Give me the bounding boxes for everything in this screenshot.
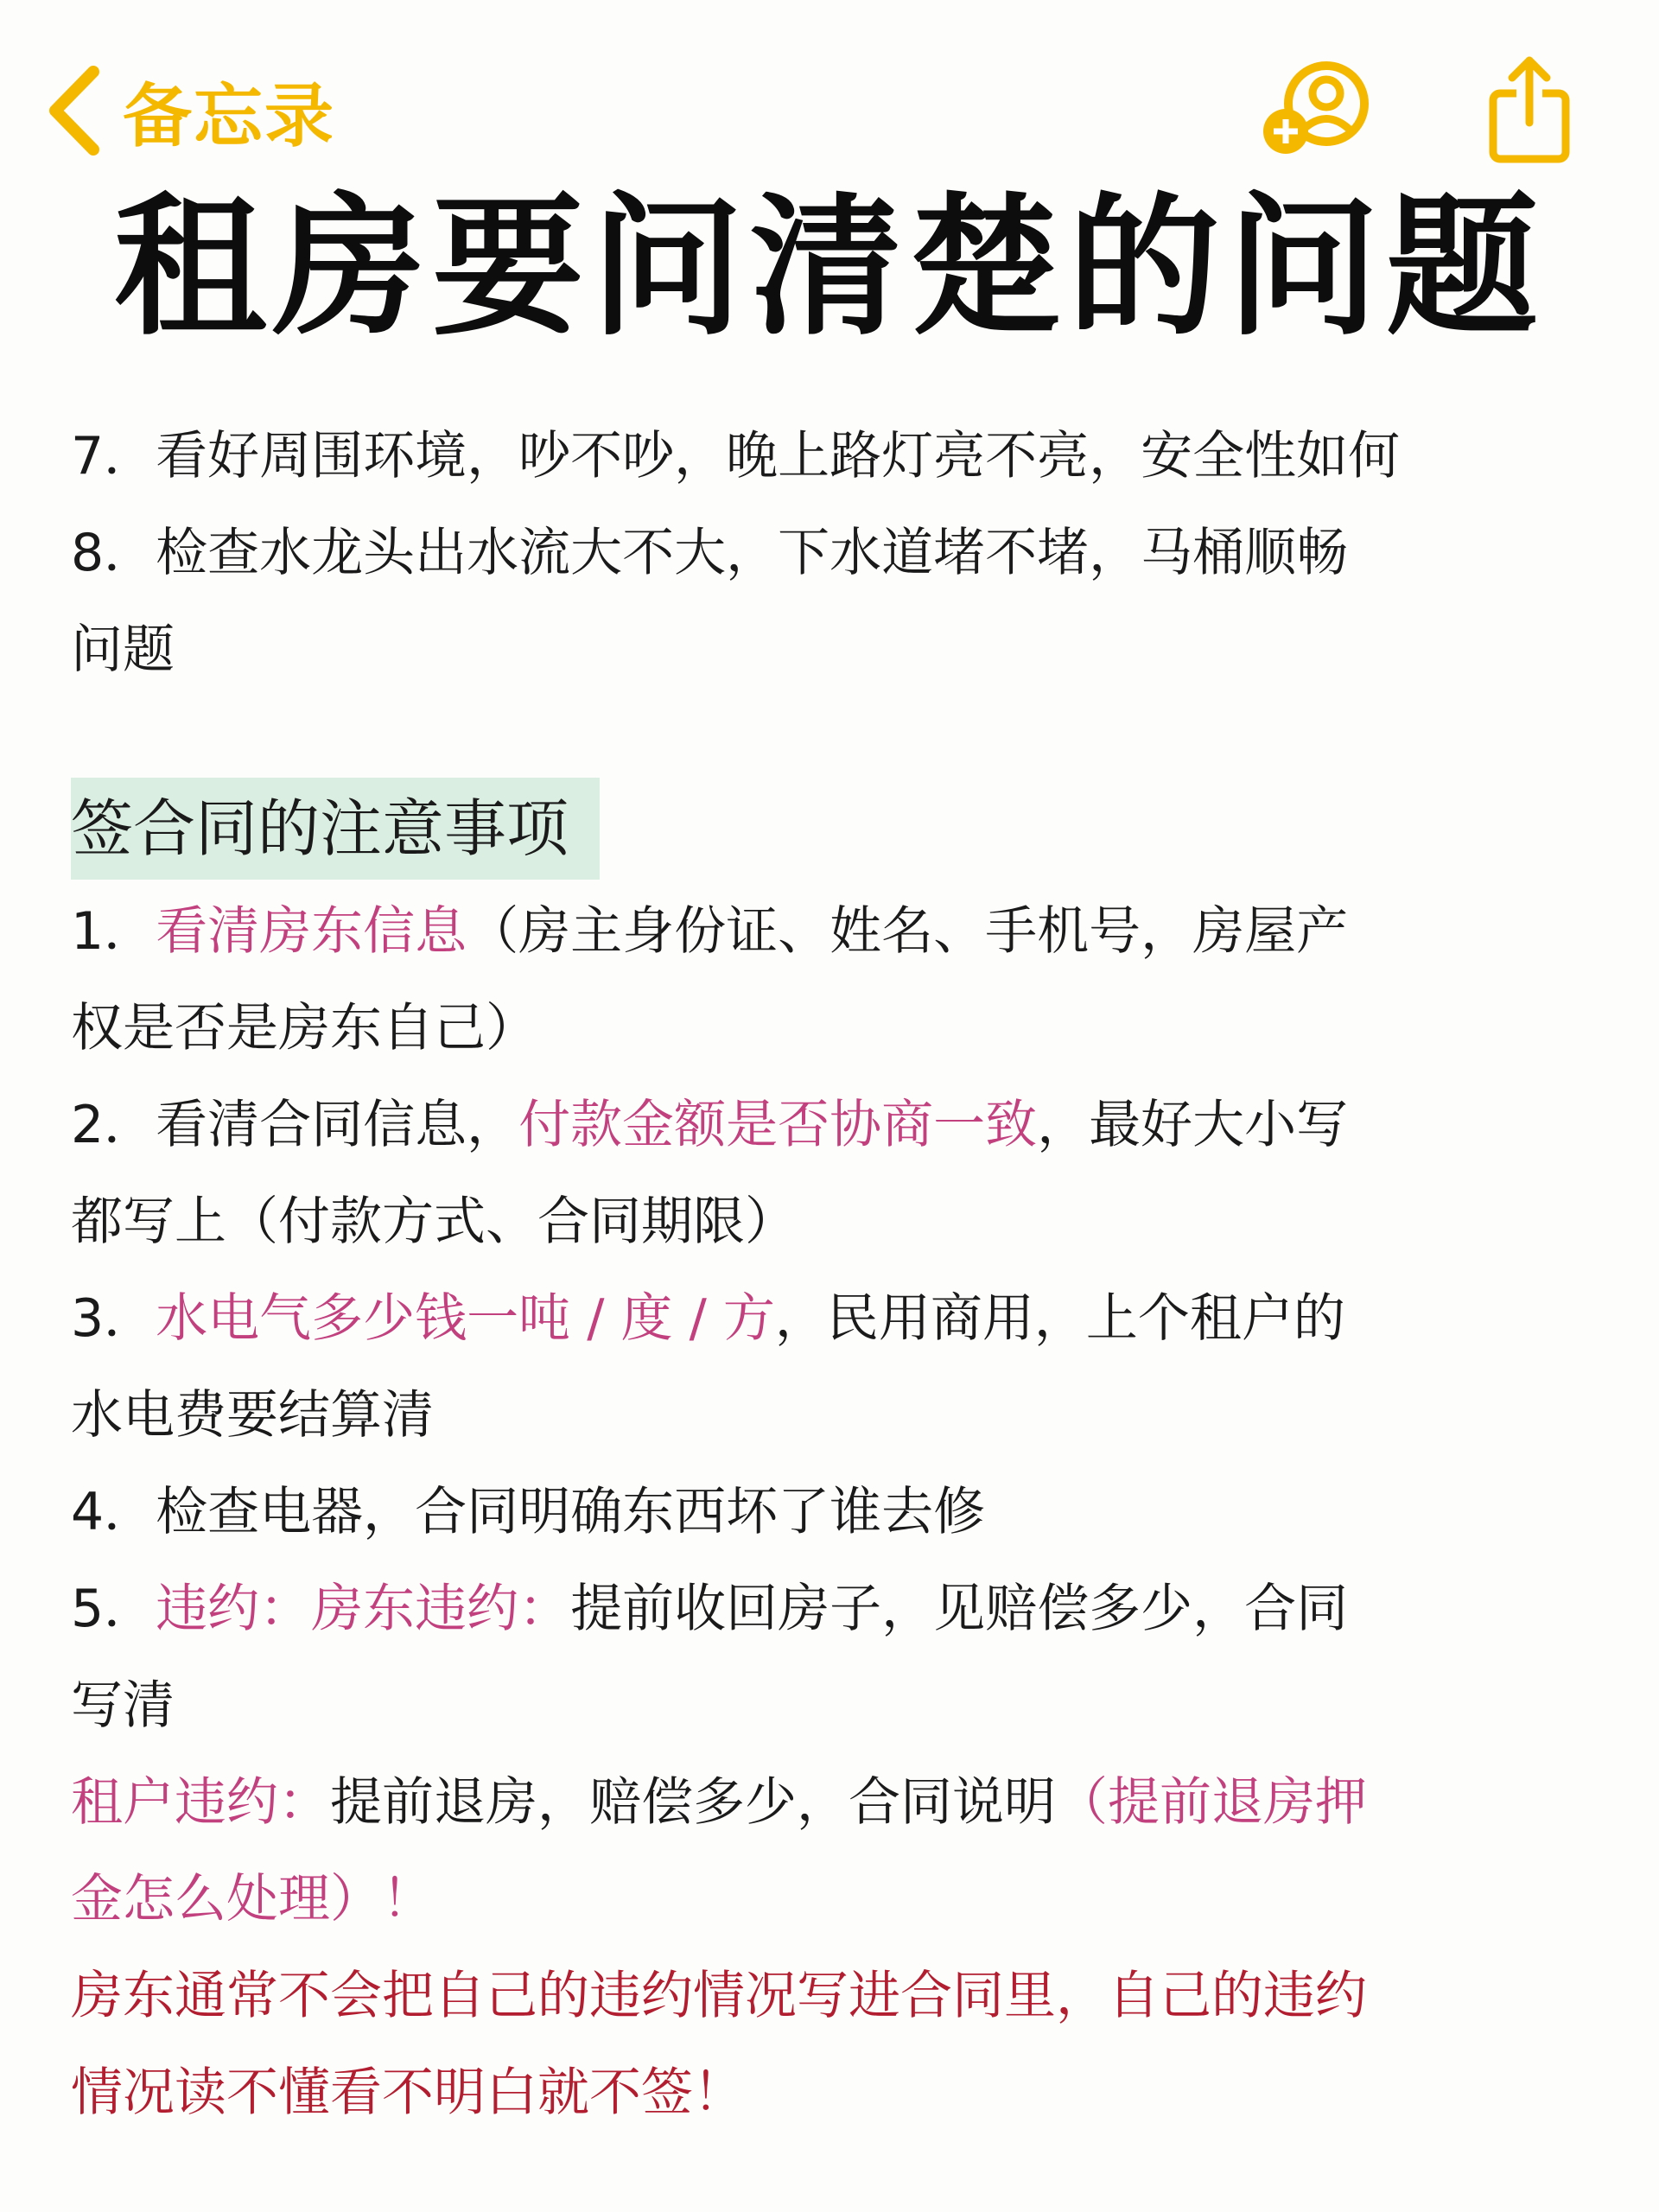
- item-text: ，民用商用，上个租户的: [774, 1288, 1345, 1349]
- chevron-left-icon: [43, 63, 105, 158]
- highlight-text: 付款金额是否协商一致: [518, 1095, 1038, 1155]
- list-item-7: 7．看好周围环境，吵不吵，晚上路灯亮不亮，安全性如何: [71, 426, 1401, 486]
- item-text: ，最好大小写: [1037, 1095, 1349, 1155]
- contract-item-1: [71, 883, 1505, 980]
- list-item-8-continued: 问题: [71, 620, 175, 680]
- highlight-text: 租户违约：: [71, 1772, 330, 1833]
- list-item-8: 8．检查水龙头出水流大不大，下水道堵不堵，马桶顺畅: [71, 523, 1349, 583]
- back-button[interactable]: [43, 60, 335, 160]
- contract-item-3: [71, 1270, 1505, 1367]
- share-icon[interactable]: [1486, 54, 1573, 164]
- contract-item-4: 4．检查电器，合同明确东西坏了谁去修: [71, 1482, 986, 1542]
- highlight-text: （提前退房押: [1056, 1772, 1367, 1833]
- item-text: 提前退房，赔偿多少，合同说明: [330, 1772, 1056, 1833]
- warning-text-continued: 情况读不懂看不明白就不签！: [71, 2063, 745, 2123]
- note-body[interactable]: [71, 408, 1505, 2141]
- section-heading: 签合同的注意事项: [71, 778, 600, 880]
- item-number: 5．: [71, 1579, 156, 1639]
- contract-item-1-continued: 权是否是房东自己）: [71, 998, 537, 1058]
- back-label: 备忘录: [123, 76, 335, 156]
- warning-text: 房东通常不会把自己的违约情况写进合同里，自己的违约: [71, 1966, 1367, 2026]
- contract-item-2-continued: 都写上（付款方式、合同期限）: [71, 1192, 797, 1252]
- item-text: 提前收回房子，见赔偿多少，合同: [570, 1579, 1349, 1639]
- contract-item-2: [71, 1077, 1505, 1173]
- page-title: 租房要问清楚的问题: [113, 179, 1545, 356]
- tenant-breach-continued: 金怎么处理）！: [71, 1869, 434, 1929]
- contract-item-5: [71, 1560, 1505, 1657]
- tenant-breach: [71, 1754, 1505, 1851]
- item-text: （房主身份证、姓名、手机号，房屋产: [467, 901, 1349, 962]
- highlight-text: 看清房东信息: [156, 901, 467, 962]
- item-number: 1．: [71, 901, 156, 962]
- contract-item-5-continued: 写清: [71, 1675, 175, 1736]
- contract-item-3-continued: 水电费要结算清: [71, 1385, 434, 1446]
- add-person-icon[interactable]: [1262, 60, 1374, 160]
- item-text: 2．看清合同信息，: [71, 1095, 519, 1155]
- navigation-bar: [0, 0, 1659, 173]
- highlight-text: 违约：房东违约：: [156, 1579, 571, 1639]
- item-number: 3．: [71, 1288, 156, 1349]
- highlight-text: 水电气多少钱一吨 / 度 / 方: [156, 1288, 775, 1349]
